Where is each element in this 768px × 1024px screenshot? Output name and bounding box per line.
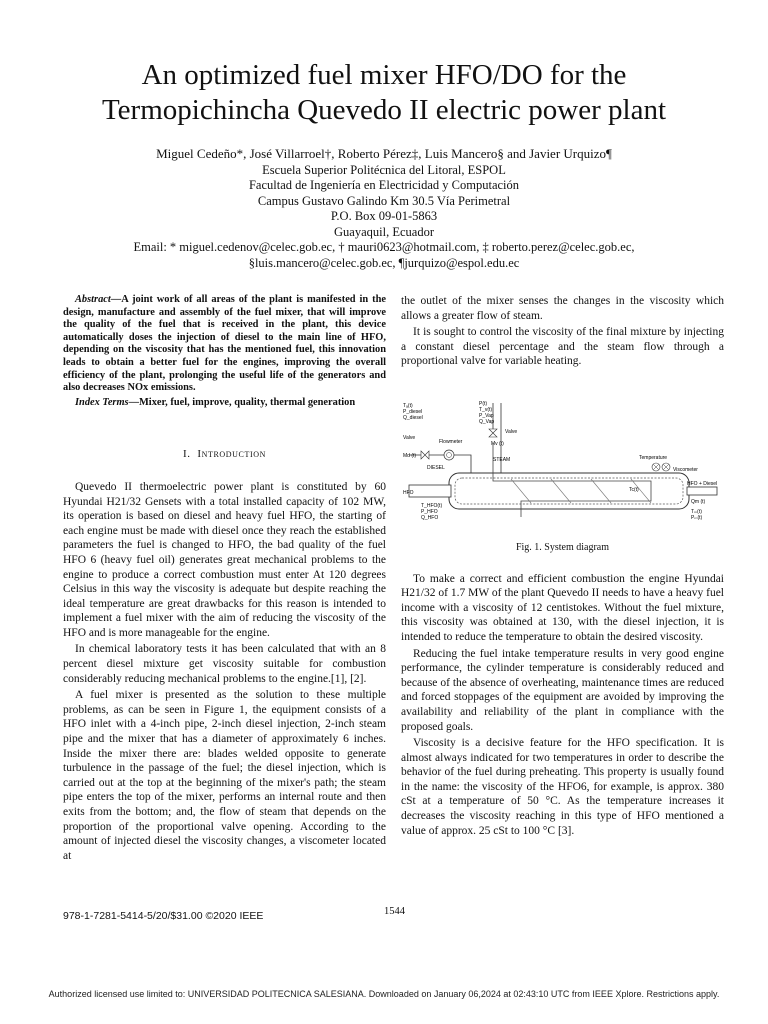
author-block <box>40 146 728 271</box>
label-flowmeter: Flowmeter <box>439 438 463 445</box>
label-valve-left: Valve <box>403 434 416 441</box>
label-mv: Mv (t) <box>491 440 504 447</box>
valve-left-icon <box>421 451 429 459</box>
label-qm: Qm (t) <box>691 498 706 505</box>
abstract-label: Abstract <box>75 294 111 305</box>
section-heading-introduction <box>63 447 386 462</box>
index-terms-label: Index Terms <box>75 396 129 408</box>
body-paragraph: Viscosity is a decisive feature for the HFO specification. It is almost always indicated for two temperatures in order to describe the behavior of the fuel during preheating. This property is usually found in the name: the viscosity of the HFO6, for example, is approx. 380 cSt at a temperature of 50 °C. As the temperature increases it decreases the viscosity reaching in this type of HFO mentioned a value of approx. 25 cSt to 100 °C [3]. <box>401 737 724 837</box>
valve-right-icon <box>489 429 497 437</box>
index-terms <box>63 397 386 410</box>
label-md: Md (t) <box>403 452 417 459</box>
paper-title <box>40 58 728 128</box>
label-hfo-diesel: HFO + Diesel <box>687 480 718 487</box>
label-viscometer: Viscometer <box>673 466 698 473</box>
email-line: Email: * miguel.cedenov@celec.gob.ec, † mauri0623@hotmail.com, ‡ roberto.perez@celec.gob.ec, <box>133 240 635 254</box>
body-paragraph: It is sought to control the viscosity of the final mixture by injecting a constant diesel percentage and the steam flow through a proportional valve for variable heating. <box>401 326 724 368</box>
label-steam: STEAM <box>493 456 511 463</box>
abstract-text: —A joint work of all areas of the plant is manifested in the design, manufacture and assembly of the fuel mixer, that will improve the quality of the fuel that is received in the plant, this device automatically doses the injection of diesel to the main line of HFO, depending on the viscosity that has the mentioned fuel, this innovation leads to obtain a better fuel for the engines, improving the overall efficiency of the plant, prolonging the useful life of the generators and also decreases NOx emissions. <box>63 294 386 394</box>
label-q-diesel: Q_diesel <box>403 414 423 421</box>
body-paragraph: A fuel mixer is presented as the solution to these multiple problems, as can be seen in Figure 1, the equipment consists of a HFO inlet with a 4-inch pipe, 2-inch diesel injection, 2-inch steam pipe and the mixer that has a diameter of approximately 6 inches. Inside the mixer there are: blades welded opposite to generate turbulence in the passage of the fuel; the diesel injection, which is carried out at the top at the beginning of the mixer's path; the steam pipe enters the top of the mixer, performs an internal route and then exits from the bottom; and, the flow of steam that depends on the proportion of the proportional valve opening. According to the amount of injected diesel the viscosity changes, a viscometer located at <box>63 689 386 862</box>
body-paragraph: Reducing the fuel intake temperature results in very good engine performance, the cylinder temperature is considerably reduced and because of the absence of overheating, maintenance times are reduced and forced stoppages of the equipment are avoided by improving the availability and reliability of the plant in compliance with the proposed goals. <box>401 647 724 733</box>
body-paragraph: Quevedo II thermoelectric power plant is constituted by 60 Hyundai H21/32 Gensets with a total installed capacity of 102 MW, its operation is based on diesel and heavy fuel HFO, the starting of each engine must be made with diesel once they reach the established parameters the fuel is changed to HFO, the bad quality of the fuel HFO 6 (heavy fuel oil) generates great mechanical problems to the engine to produce a correct combustion must enter At 120 degrees Celsius in this way the viscosity is adequate but despite reaching the ideal temperature are great drawbacks for this reason is intended to implement a fuel mixer with the aim of reducing the viscosity of the HFO and is more manageable for the engine. <box>63 480 386 639</box>
body-paragraph: To make a correct and efficient combustion the engine Hyundai H21/32 of 1.7 MW of the plant Quevedo II needs to have a heavy fuel income with a viscosity of 12 centistokes. Without the fuel mixture, this viscosity was obtained at 130, with the diesel injection, it is intended to reduce the temperature to obtain the desired viscosity. <box>401 572 724 643</box>
affiliation-line: Campus Gustavo Galindo Km 30.5 Vía Perimetral <box>257 193 511 208</box>
right-column <box>401 294 724 840</box>
license-notice: Authorized licensed use limited to: UNIVERSIDAD POLITECNICA SALESIANA. Downloaded on January 06,2024 at 02:43:10 UTC from IEEE Xplore. Restrictions apply. <box>48 989 720 999</box>
label-q-vap: Q_Vap <box>479 418 495 425</box>
outlet-pipe <box>687 487 717 495</box>
figure-caption: Fig. 1. System diagram <box>515 541 610 553</box>
label-pm: Pₘ(t) <box>691 514 703 521</box>
label-p-vap: P_Vap <box>479 412 494 419</box>
label-t-diesel: Tₐ(t) <box>403 402 413 409</box>
label-valve-right: Valve <box>505 428 518 435</box>
affiliation-line: P.O. Box 09-01-5863 <box>330 209 438 223</box>
index-terms-text: —Mixer, fuel, improve, quality, thermal generation <box>128 396 356 408</box>
affiliation-line: Escuela Superior Politécnica del Litoral, ESPOL <box>262 162 506 177</box>
section-title: Introduction <box>197 448 266 461</box>
system-diagram-figure <box>401 399 724 537</box>
affiliation-line: Guayaquil, Ecuador <box>334 224 434 239</box>
section-number: I. <box>183 448 191 461</box>
label-q-hfo: Q_HFO <box>421 514 439 521</box>
email-line: §luis.mancero@celec.gob.ec, ¶jurquizo@espol.edu.ec <box>248 255 520 270</box>
label-p-diesel: P_diesel <box>403 408 423 415</box>
label-t-t: T_v(t) <box>479 406 493 413</box>
system-diagram <box>401 399 724 537</box>
author-names: Miguel Cedeño*, José Villarroel†, Roberto Pérez‡, Luis Mancero§ and Javier Urquizo¶ <box>156 146 612 161</box>
label-p-hfo: P_HFO <box>421 508 438 515</box>
label-tc: Tc(t) <box>629 486 639 493</box>
label-t-hfo: T_HFO(t) <box>421 502 443 509</box>
isbn-footer: 978-1-7281-5414-5/20/$31.00 ©2020 IEEE <box>63 910 264 922</box>
flowmeter-icon <box>444 450 454 460</box>
page-number: 1544 <box>384 906 405 917</box>
label-diesel: DIESEL <box>427 464 445 471</box>
label-hfo: HFO <box>403 489 414 496</box>
abstract <box>63 294 386 395</box>
affiliation-line: Facultad de Ingeniería en Electricidad y Computación <box>248 178 520 192</box>
label-temperature: Temperature <box>639 454 668 461</box>
label-tm: Tₘ(t) <box>691 508 702 515</box>
label-p-t: P(t) <box>479 400 488 407</box>
hfo-inlet-pipe <box>409 485 451 497</box>
title-line-1: An optimized fuel mixer HFO/DO for the <box>141 59 627 91</box>
left-column <box>63 294 386 865</box>
body-paragraph: the outlet of the mixer senses the changes in the viscosity which allows a greater flow of steam. <box>401 295 724 322</box>
body-paragraph: In chemical laboratory tests it has been calculated that with an 8 percent diesel mixture get viscosity suitable for combustion considerably reducing mechanical problems to the engine.[1], [2]. <box>63 643 386 685</box>
title-line-2: Termopichincha Quevedo II electric power plant <box>101 94 667 126</box>
